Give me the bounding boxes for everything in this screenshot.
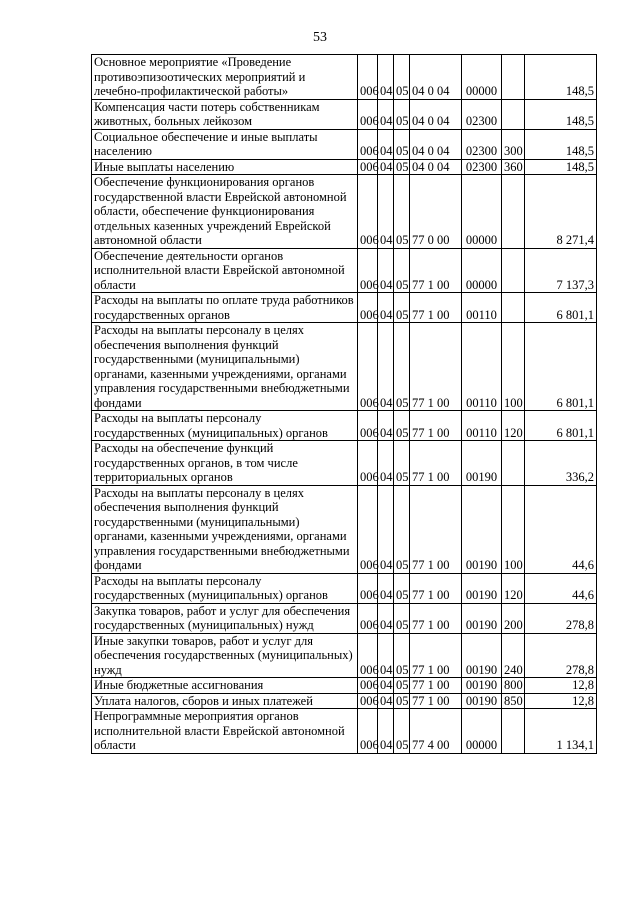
section-code-cell: 04 xyxy=(378,55,394,100)
section-code-cell: 04 xyxy=(378,709,394,754)
grbs-code-cell: 006 xyxy=(358,441,378,486)
subsection-code-cell: 05 xyxy=(394,678,410,694)
table-row xyxy=(92,323,597,411)
item-name-cell: Расходы на выплаты персоналу в целях обеспечения выполнения функций государственными (муниципальными) органами, казенными учреждениями, органами управления государственными внебюджетными фондами xyxy=(92,323,358,411)
subsection-code-cell: 05 xyxy=(394,693,410,709)
table-row xyxy=(92,159,597,175)
section-code-cell: 04 xyxy=(378,678,394,694)
amount-cell: 1 134,1 xyxy=(525,709,597,754)
item-name-cell: Расходы на обеспечение функций государственных органов, в том числе территориальных органов xyxy=(92,441,358,486)
item-name-cell: Компенсация части потерь собственникам животных, больных лейкозом xyxy=(92,99,358,129)
target-article-subcode-cell: 00190 xyxy=(462,441,502,486)
section-code-cell: 04 xyxy=(378,248,394,293)
expense-type-cell xyxy=(502,99,525,129)
item-name-cell: Обеспечение деятельности органов исполнительной власти Еврейской автономной области xyxy=(92,248,358,293)
target-article-subcode-cell: 00190 xyxy=(462,603,502,633)
grbs-code-cell: 006 xyxy=(358,129,378,159)
grbs-code-cell: 006 xyxy=(358,293,378,323)
subsection-code-cell: 05 xyxy=(394,323,410,411)
expense-type-cell: 850 xyxy=(502,693,525,709)
target-article-code-cell: 77 4 00 xyxy=(410,709,462,754)
target-article-code-cell: 04 0 04 xyxy=(410,159,462,175)
target-article-subcode-cell: 00190 xyxy=(462,678,502,694)
expense-type-cell xyxy=(502,293,525,323)
target-article-code-cell: 77 1 00 xyxy=(410,603,462,633)
amount-cell: 278,8 xyxy=(525,603,597,633)
item-name-cell: Закупка товаров, работ и услуг для обеспечения государственных (муниципальных) нужд xyxy=(92,603,358,633)
target-article-code-cell: 77 1 00 xyxy=(410,323,462,411)
target-article-subcode-cell: 00000 xyxy=(462,248,502,293)
section-code-cell: 04 xyxy=(378,693,394,709)
table-row xyxy=(92,633,597,678)
expense-type-cell: 100 xyxy=(502,485,525,573)
amount-cell: 336,2 xyxy=(525,441,597,486)
item-name-cell: Социальное обеспечение и иные выплаты населению xyxy=(92,129,358,159)
expense-type-cell xyxy=(502,441,525,486)
item-name-cell: Уплата налогов, сборов и иных платежей xyxy=(92,693,358,709)
section-code-cell: 04 xyxy=(378,633,394,678)
target-article-code-cell: 04 0 04 xyxy=(410,99,462,129)
page-number: 53 xyxy=(313,30,327,45)
expense-type-cell xyxy=(502,175,525,249)
section-code-cell: 04 xyxy=(378,411,394,441)
expense-type-cell: 200 xyxy=(502,603,525,633)
target-article-subcode-cell: 00110 xyxy=(462,293,502,323)
target-article-code-cell: 77 1 00 xyxy=(410,248,462,293)
target-article-subcode-cell: 00190 xyxy=(462,573,502,603)
item-name-cell: Расходы на выплаты персоналу в целях обеспечения выполнения функций государственными (муниципальными) органами, казенными учреждениями, органами управления государственными внебюджетными фондами xyxy=(92,485,358,573)
expense-type-cell xyxy=(502,709,525,754)
amount-cell: 148,5 xyxy=(525,159,597,175)
grbs-code-cell: 006 xyxy=(358,248,378,293)
expense-type-cell: 100 xyxy=(502,323,525,411)
subsection-code-cell: 05 xyxy=(394,411,410,441)
item-name-cell: Расходы на выплаты персоналу государственных (муниципальных) органов xyxy=(92,411,358,441)
target-article-code-cell: 77 1 00 xyxy=(410,633,462,678)
subsection-code-cell: 05 xyxy=(394,159,410,175)
amount-cell: 44,6 xyxy=(525,573,597,603)
section-code-cell: 04 xyxy=(378,485,394,573)
subsection-code-cell: 05 xyxy=(394,99,410,129)
table-row xyxy=(92,129,597,159)
table-row xyxy=(92,99,597,129)
grbs-code-cell: 006 xyxy=(358,323,378,411)
grbs-code-cell: 006 xyxy=(358,603,378,633)
subsection-code-cell: 05 xyxy=(394,485,410,573)
section-code-cell: 04 xyxy=(378,99,394,129)
section-code-cell: 04 xyxy=(378,175,394,249)
budget-table-body xyxy=(92,55,597,754)
target-article-code-cell: 77 1 00 xyxy=(410,573,462,603)
target-article-subcode-cell: 02300 xyxy=(462,99,502,129)
subsection-code-cell: 05 xyxy=(394,248,410,293)
grbs-code-cell: 006 xyxy=(358,175,378,249)
expense-type-cell xyxy=(502,55,525,100)
table-row xyxy=(92,709,597,754)
amount-cell: 6 801,1 xyxy=(525,411,597,441)
grbs-code-cell: 006 xyxy=(358,55,378,100)
grbs-code-cell: 006 xyxy=(358,709,378,754)
table-row xyxy=(92,441,597,486)
target-article-code-cell: 77 1 00 xyxy=(410,441,462,486)
target-article-subcode-cell: 00190 xyxy=(462,485,502,573)
item-name-cell: Непрограммные мероприятия органов исполнительной власти Еврейской автономной области xyxy=(92,709,358,754)
budget-table xyxy=(91,54,597,754)
table-row xyxy=(92,293,597,323)
target-article-code-cell: 77 1 00 xyxy=(410,678,462,694)
subsection-code-cell: 05 xyxy=(394,293,410,323)
section-code-cell: 04 xyxy=(378,603,394,633)
amount-cell: 44,6 xyxy=(525,485,597,573)
item-name-cell: Расходы на выплаты по оплате труда работников государственных органов xyxy=(92,293,358,323)
target-article-subcode-cell: 00110 xyxy=(462,411,502,441)
target-article-code-cell: 77 1 00 xyxy=(410,411,462,441)
table-row xyxy=(92,693,597,709)
amount-cell: 6 801,1 xyxy=(525,323,597,411)
grbs-code-cell: 006 xyxy=(358,485,378,573)
subsection-code-cell: 05 xyxy=(394,573,410,603)
target-article-code-cell: 04 0 04 xyxy=(410,129,462,159)
expense-type-cell: 300 xyxy=(502,129,525,159)
expense-type-cell: 120 xyxy=(502,411,525,441)
grbs-code-cell: 006 xyxy=(358,693,378,709)
amount-cell: 148,5 xyxy=(525,99,597,129)
target-article-subcode-cell: 00190 xyxy=(462,693,502,709)
item-name-cell: Обеспечение функционирования органов государственной власти Еврейской автономной области, обеспечение функционирования отдельных казенных учреждений Еврейской автономной области xyxy=(92,175,358,249)
grbs-code-cell: 006 xyxy=(358,99,378,129)
target-article-code-cell: 77 0 00 xyxy=(410,175,462,249)
subsection-code-cell: 05 xyxy=(394,633,410,678)
subsection-code-cell: 05 xyxy=(394,603,410,633)
expense-type-cell: 800 xyxy=(502,678,525,694)
target-article-subcode-cell: 00000 xyxy=(462,175,502,249)
target-article-code-cell: 77 1 00 xyxy=(410,485,462,573)
section-code-cell: 04 xyxy=(378,323,394,411)
amount-cell: 7 137,3 xyxy=(525,248,597,293)
amount-cell: 12,8 xyxy=(525,693,597,709)
grbs-code-cell: 006 xyxy=(358,573,378,603)
subsection-code-cell: 05 xyxy=(394,175,410,249)
target-article-code-cell: 77 1 00 xyxy=(410,693,462,709)
target-article-subcode-cell: 00190 xyxy=(462,633,502,678)
table-row xyxy=(92,175,597,249)
table-row xyxy=(92,55,597,100)
table-row xyxy=(92,603,597,633)
expense-type-cell: 240 xyxy=(502,633,525,678)
section-code-cell: 04 xyxy=(378,441,394,486)
subsection-code-cell: 05 xyxy=(394,129,410,159)
section-code-cell: 04 xyxy=(378,159,394,175)
table-row xyxy=(92,411,597,441)
item-name-cell: Иные выплаты населению xyxy=(92,159,358,175)
item-name-cell: Основное мероприятие «Проведение противоэпизоотических мероприятий и лечебно-профилактической работы» xyxy=(92,55,358,100)
expense-type-cell xyxy=(502,248,525,293)
amount-cell: 8 271,4 xyxy=(525,175,597,249)
target-article-subcode-cell: 02300 xyxy=(462,159,502,175)
amount-cell: 6 801,1 xyxy=(525,293,597,323)
section-code-cell: 04 xyxy=(378,293,394,323)
subsection-code-cell: 05 xyxy=(394,709,410,754)
amount-cell: 148,5 xyxy=(525,55,597,100)
target-article-subcode-cell: 00000 xyxy=(462,55,502,100)
target-article-code-cell: 04 0 04 xyxy=(410,55,462,100)
item-name-cell: Расходы на выплаты персоналу государственных (муниципальных) органов xyxy=(92,573,358,603)
expense-type-cell: 120 xyxy=(502,573,525,603)
table-row xyxy=(92,248,597,293)
item-name-cell: Иные закупки товаров, работ и услуг для обеспечения государственных (муниципальных) нужд xyxy=(92,633,358,678)
target-article-subcode-cell: 00000 xyxy=(462,709,502,754)
grbs-code-cell: 006 xyxy=(358,159,378,175)
amount-cell: 148,5 xyxy=(525,129,597,159)
amount-cell: 12,8 xyxy=(525,678,597,694)
item-name-cell: Иные бюджетные ассигнования xyxy=(92,678,358,694)
table-row xyxy=(92,485,597,573)
expense-type-cell: 360 xyxy=(502,159,525,175)
grbs-code-cell: 006 xyxy=(358,633,378,678)
table-row xyxy=(92,573,597,603)
target-article-subcode-cell: 00110 xyxy=(462,323,502,411)
subsection-code-cell: 05 xyxy=(394,55,410,100)
section-code-cell: 04 xyxy=(378,129,394,159)
target-article-code-cell: 77 1 00 xyxy=(410,293,462,323)
amount-cell: 278,8 xyxy=(525,633,597,678)
table-row xyxy=(92,678,597,694)
grbs-code-cell: 006 xyxy=(358,678,378,694)
section-code-cell: 04 xyxy=(378,573,394,603)
target-article-subcode-cell: 02300 xyxy=(462,129,502,159)
subsection-code-cell: 05 xyxy=(394,441,410,486)
grbs-code-cell: 006 xyxy=(358,411,378,441)
